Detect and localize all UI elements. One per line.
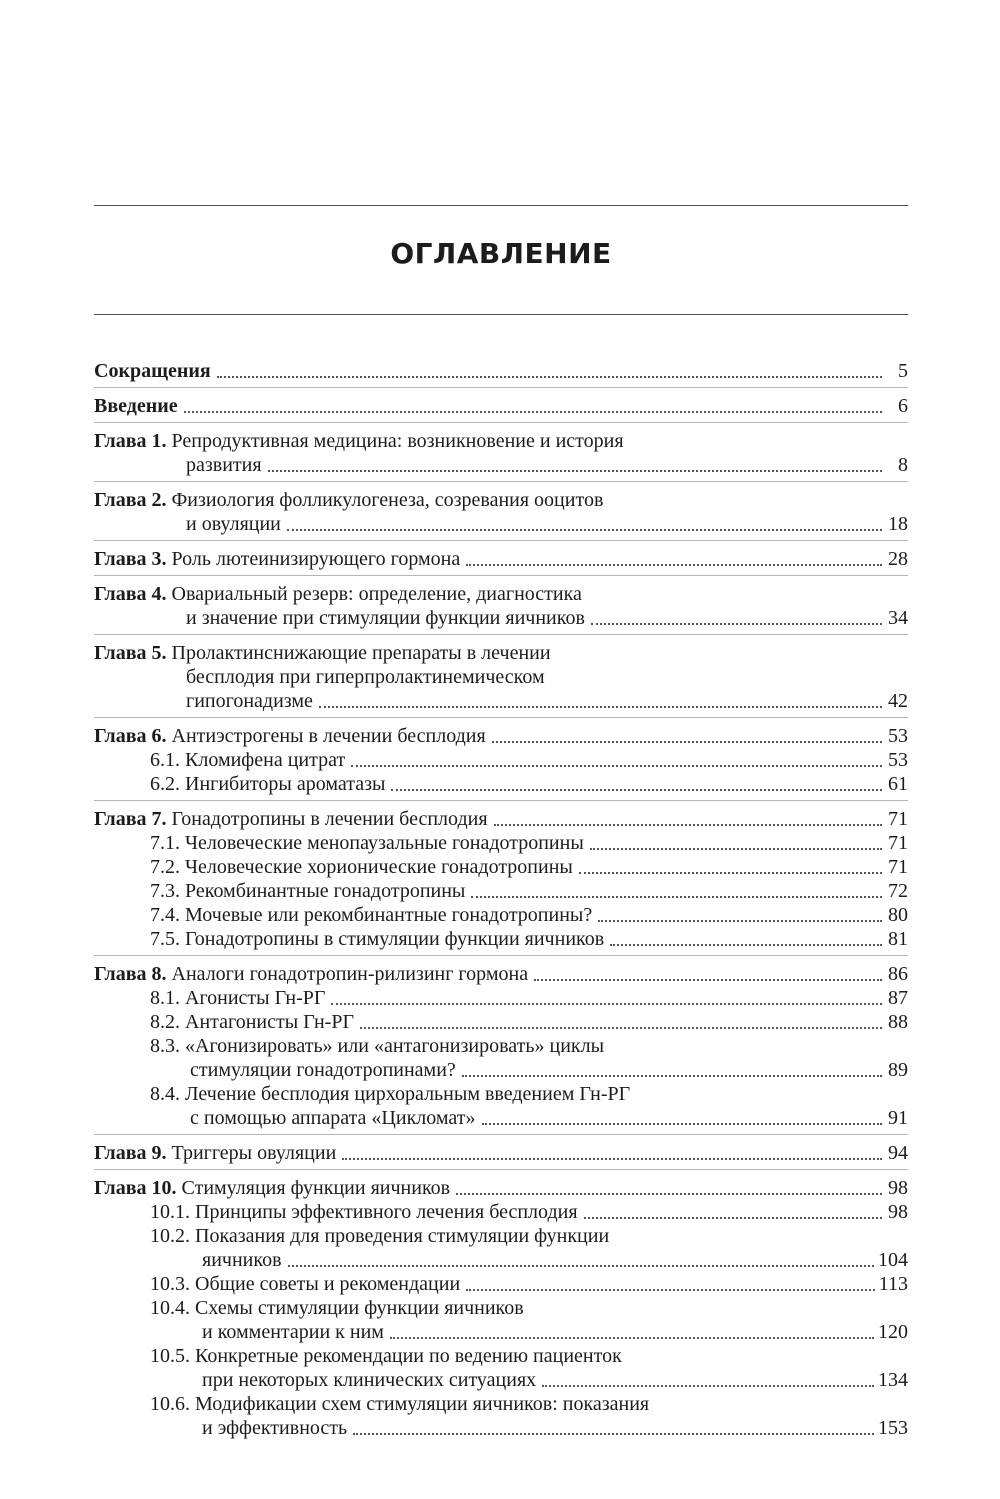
- subsection-entry[interactable]: [94, 1272, 908, 1296]
- dot-leader: [492, 731, 882, 743]
- page-number: 91: [888, 1107, 908, 1129]
- dot-leader: [217, 366, 882, 378]
- subsection-entry[interactable]: [94, 1344, 908, 1368]
- chapter-title-line: [94, 641, 551, 665]
- subsection-title: Ингибиторы ароматазы: [185, 773, 386, 795]
- chapter-label: Глава 10.: [94, 1177, 177, 1199]
- page-number: 98: [888, 1201, 908, 1223]
- toc-group: [94, 545, 908, 576]
- page-number: 34: [888, 607, 908, 629]
- subsection-title-line: [150, 1416, 347, 1440]
- subsection-title: Человеческие менопаузальные гонадотропины: [185, 832, 584, 854]
- subsection-title: Принципы эффективного лечения бесплодия: [195, 1201, 578, 1223]
- subsection-number: 7.2.: [150, 856, 180, 878]
- subsection-title-line: [150, 1224, 609, 1248]
- dot-leader: [466, 554, 882, 566]
- subsection-entry[interactable]: [94, 1034, 908, 1058]
- subsection-number: 7.4.: [150, 904, 180, 926]
- chapter-title: Овариальный резерв: определение, диагностика: [171, 583, 582, 605]
- subsection-title: при некоторых клинических ситуациях: [202, 1369, 537, 1391]
- subsection-title-line: [150, 1034, 604, 1058]
- chapter-title-line: [94, 453, 262, 477]
- toc-group: [94, 486, 908, 541]
- subsection-title: Общие советы и рекомендации: [195, 1273, 461, 1295]
- page-number: 89: [888, 1059, 908, 1081]
- page-number: 61: [888, 773, 908, 795]
- dot-leader: [456, 1183, 882, 1195]
- subsection-title-line: [150, 1272, 460, 1296]
- dot-leader: [351, 755, 882, 767]
- page-number: 88: [888, 1011, 908, 1033]
- subsection-title: Рекомбинантные гонадотропины: [185, 880, 466, 902]
- subsection-number: 10.4.: [150, 1297, 190, 1319]
- chapter-label: Глава 8.: [94, 963, 167, 985]
- chapter-title-line: [94, 807, 488, 831]
- subsection-number: 8.1.: [150, 987, 180, 1009]
- chapter-entry-continuation: [94, 606, 908, 630]
- chapter-label: Глава 3.: [94, 548, 167, 570]
- dot-leader: [591, 613, 882, 625]
- page-number: 94: [888, 1142, 908, 1164]
- page-number: 81: [888, 928, 908, 950]
- subsection-title: Гонадотропины в стимуляции функции яичников: [185, 928, 605, 950]
- subsection-title: и эффективность: [202, 1417, 348, 1439]
- toc-entry[interactable]: [94, 394, 908, 418]
- subsection-number: 10.2.: [150, 1225, 190, 1247]
- chapter-title-line: [94, 1176, 450, 1200]
- dot-leader: [331, 993, 882, 1005]
- chapter-entry-continuation: [94, 512, 908, 536]
- subsection-title-line: [150, 927, 604, 951]
- subsection-title: Лечение бесплодия цирхоральным введением Гн-РГ: [185, 1083, 631, 1105]
- dot-leader: [542, 1375, 874, 1387]
- chapter-title: бесплодия при гиперпролактинемическом: [186, 666, 545, 688]
- toc-group: [94, 580, 908, 635]
- subsection-entry[interactable]: [94, 855, 908, 879]
- subsection-title-line: [150, 831, 584, 855]
- top-rule: [94, 205, 908, 206]
- chapter-title-line: [94, 724, 486, 748]
- toc-entry-title: Сокращения: [94, 360, 211, 382]
- chapter-entry[interactable]: [94, 724, 908, 748]
- subsection-entry[interactable]: [94, 772, 908, 796]
- subsection-entry-continuation: [94, 1058, 908, 1082]
- subsection-title-line: [150, 772, 385, 796]
- chapter-title: Гонадотропины в лечении бесплодия: [171, 808, 488, 830]
- subsection-entry-continuation: [94, 1416, 908, 1440]
- chapter-entry[interactable]: [94, 641, 908, 665]
- chapter-title: и значение при стимуляции функции яичников: [186, 607, 585, 629]
- chapter-label: Глава 9.: [94, 1142, 167, 1164]
- dot-leader: [342, 1148, 882, 1160]
- page-title: ОГЛАВЛЕНИЕ: [390, 237, 612, 270]
- page-number: 72: [888, 880, 908, 902]
- subsection-entry[interactable]: [94, 1224, 908, 1248]
- subsection-number: 7.1.: [150, 832, 180, 854]
- dot-leader: [579, 862, 882, 874]
- subsection-number: 7.5.: [150, 928, 180, 950]
- chapter-entry[interactable]: [94, 547, 908, 571]
- chapter-title-line: [94, 488, 603, 512]
- toc-group: [94, 1174, 908, 1444]
- page-number: 86: [888, 963, 908, 985]
- dot-leader: [590, 838, 882, 850]
- chapter-title-line: [94, 689, 313, 713]
- chapter-title-line: [94, 606, 585, 630]
- chapter-title-line: [94, 962, 528, 986]
- subsection-title: Мочевые или рекомбинантные гонадотропины?: [185, 904, 593, 926]
- dot-leader: [319, 696, 882, 708]
- subsection-number: 7.3.: [150, 880, 180, 902]
- chapter-title-line: [94, 582, 582, 606]
- subsection-title-line: [150, 1368, 536, 1392]
- subsection-title: яичников: [202, 1249, 282, 1271]
- chapter-label: Глава 6.: [94, 725, 167, 747]
- chapter-entry-continuation: [94, 689, 908, 713]
- toc-group: [94, 639, 908, 718]
- subsection-title: Кломифена цитрат: [185, 749, 346, 771]
- toc-group: [94, 960, 908, 1135]
- chapter-title-line: [94, 512, 281, 536]
- chapter-title: Пролактинснижающие препараты в лечении: [171, 642, 551, 664]
- dot-leader: [598, 910, 882, 922]
- page-number: 42: [888, 690, 908, 712]
- dot-leader: [287, 519, 882, 531]
- chapter-entry[interactable]: [94, 1141, 908, 1165]
- chapter-title: Физиология фолликулогенеза, созревания ооцитов: [171, 489, 604, 511]
- page-number: 80: [888, 904, 908, 926]
- dot-leader: [471, 886, 882, 898]
- page-number: 113: [878, 1273, 908, 1295]
- chapter-entry[interactable]: [94, 1176, 908, 1200]
- chapter-entry[interactable]: [94, 429, 908, 453]
- subsection-title-line: [150, 1200, 578, 1224]
- dot-leader: [391, 779, 882, 791]
- chapter-label: Глава 1.: [94, 430, 167, 452]
- dot-leader: [288, 1255, 874, 1267]
- toc-group: [94, 1139, 908, 1170]
- dot-leader: [353, 1423, 874, 1435]
- subsection-entry[interactable]: [94, 831, 908, 855]
- page-number: 28: [888, 548, 908, 570]
- subsection-title: Модификации схем стимуляции яичников: показания: [195, 1393, 650, 1415]
- chapter-title: Репродуктивная медицина: возникновение и история: [171, 430, 624, 452]
- subsection-entry[interactable]: [94, 879, 908, 903]
- subsection-title-line: [150, 1320, 384, 1344]
- subsection-entry-continuation: [94, 1106, 908, 1130]
- toc-group: [94, 392, 908, 423]
- subsection-number: 10.6.: [150, 1393, 190, 1415]
- subsection-title: и комментарии к ним: [202, 1321, 384, 1343]
- subsection-title-line: [150, 748, 345, 772]
- dot-leader: [610, 934, 882, 946]
- table-of-contents: [94, 357, 908, 1448]
- page-number: 71: [888, 832, 908, 854]
- chapter-entry[interactable]: [94, 807, 908, 831]
- dot-leader: [184, 401, 882, 413]
- chapter-entry[interactable]: [94, 582, 908, 606]
- subsection-title: Схемы стимуляции функции яичников: [195, 1297, 524, 1319]
- subsection-title-line: [150, 1106, 476, 1130]
- chapter-title: развития: [186, 454, 262, 476]
- subsection-entry[interactable]: [94, 927, 908, 951]
- subsection-entry[interactable]: [94, 986, 908, 1010]
- chapter-title-line: [94, 1141, 336, 1165]
- dot-leader: [482, 1113, 882, 1125]
- chapter-entry-continuation: [94, 665, 908, 689]
- subsection-title-line: [150, 1296, 524, 1320]
- chapter-title: Стимуляция функции яичников: [181, 1177, 451, 1199]
- page-number: 71: [888, 856, 908, 878]
- subsection-entry[interactable]: [94, 1200, 908, 1224]
- page-number: 71: [888, 808, 908, 830]
- chapter-title: Антиэстрогены в лечении бесплодия: [171, 725, 486, 747]
- page-number: 6: [898, 395, 908, 417]
- subsection-entry[interactable]: [94, 1296, 908, 1320]
- subsection-title-line: [150, 879, 465, 903]
- page-number: 53: [888, 749, 908, 771]
- page-number: 98: [888, 1177, 908, 1199]
- toc-group: [94, 427, 908, 482]
- chapter-entry[interactable]: [94, 962, 908, 986]
- toc-entry[interactable]: [94, 359, 908, 383]
- toc-group: [94, 357, 908, 388]
- subsection-number: 8.4.: [150, 1083, 180, 1105]
- page-number: 120: [878, 1321, 908, 1343]
- subsection-number: 8.3.: [150, 1035, 180, 1057]
- chapter-title-line: [94, 429, 624, 453]
- subsection-entry-continuation: [94, 1320, 908, 1344]
- subsection-title-line: [150, 986, 325, 1010]
- subsection-title: Агонисты Гн-РГ: [185, 987, 326, 1009]
- dot-leader: [494, 814, 882, 826]
- subsection-title: Показания для проведения стимуляции функции: [195, 1225, 610, 1247]
- subsection-number: 6.2.: [150, 773, 180, 795]
- dot-leader: [466, 1279, 875, 1291]
- subsection-entry-continuation: [94, 1248, 908, 1272]
- subsection-number: 10.5.: [150, 1345, 190, 1367]
- chapter-title: гипогонадизме: [186, 690, 313, 712]
- subsection-title-line: [150, 1058, 456, 1082]
- chapter-title-line: [94, 665, 545, 689]
- chapter-label: Глава 5.: [94, 642, 167, 664]
- title-bottom-rule: [94, 314, 908, 315]
- dot-leader: [390, 1327, 874, 1339]
- subsection-entry[interactable]: [94, 903, 908, 927]
- chapter-title: Триггеры овуляции: [171, 1142, 337, 1164]
- subsection-title-line: [150, 1010, 354, 1034]
- dot-leader: [268, 460, 882, 472]
- page-number: 5: [898, 360, 908, 382]
- page-number: 87: [888, 987, 908, 1009]
- subsection-title: Конкретные рекомендации по ведению пациенток: [195, 1345, 622, 1367]
- subsection-title: «Агонизировать» или «антагонизировать» циклы: [185, 1035, 605, 1057]
- page-number: 104: [878, 1249, 908, 1271]
- toc-entry-title: Введение: [94, 395, 178, 417]
- page-number: 153: [878, 1417, 908, 1439]
- page-number: 134: [878, 1369, 908, 1391]
- page-number: 18: [888, 513, 908, 535]
- subsection-title-line: [150, 903, 592, 927]
- dot-leader: [462, 1065, 882, 1077]
- subsection-number: 8.2.: [150, 1011, 180, 1033]
- subsection-entry[interactable]: [94, 748, 908, 772]
- page-number: 53: [888, 725, 908, 747]
- page-number: 8: [898, 454, 908, 476]
- dot-leader: [534, 969, 882, 981]
- chapter-title: Роль лютеинизирующего гормона: [171, 548, 461, 570]
- chapter-label: Глава 2.: [94, 489, 167, 511]
- chapter-title-line: [94, 547, 460, 571]
- chapter-entry[interactable]: [94, 488, 908, 512]
- dot-leader: [360, 1017, 882, 1029]
- subsection-number: 10.3.: [150, 1273, 190, 1295]
- subsection-title: с помощью аппарата «Цикломат»: [190, 1107, 476, 1129]
- chapter-label: Глава 4.: [94, 583, 167, 605]
- subsection-entry-continuation: [94, 1368, 908, 1392]
- subsection-title-line: [150, 1392, 649, 1416]
- subsection-title: Антагонисты Гн-РГ: [185, 1011, 355, 1033]
- toc-group: [94, 805, 908, 956]
- chapter-label: Глава 7.: [94, 808, 167, 830]
- subsection-title-line: [150, 1082, 630, 1106]
- subsection-entry[interactable]: [94, 1010, 908, 1034]
- subsection-title-line: [150, 855, 573, 879]
- subsection-title: Человеческие хорионические гонадотропины: [185, 856, 573, 878]
- chapter-title: Аналоги гонадотропин-рилизинг гормона: [171, 963, 529, 985]
- dot-leader: [584, 1207, 882, 1219]
- chapter-title: и овуляции: [186, 513, 281, 535]
- subsection-number: 6.1.: [150, 749, 180, 771]
- subsection-title-line: [150, 1248, 282, 1272]
- chapter-entry-continuation: [94, 453, 908, 477]
- subsection-entry[interactable]: [94, 1392, 908, 1416]
- subsection-title-line: [150, 1344, 622, 1368]
- subsection-entry[interactable]: [94, 1082, 908, 1106]
- subsection-title: стимуляции гонадотропинами?: [190, 1059, 456, 1081]
- toc-group: [94, 722, 908, 801]
- subsection-number: 10.1.: [150, 1201, 190, 1223]
